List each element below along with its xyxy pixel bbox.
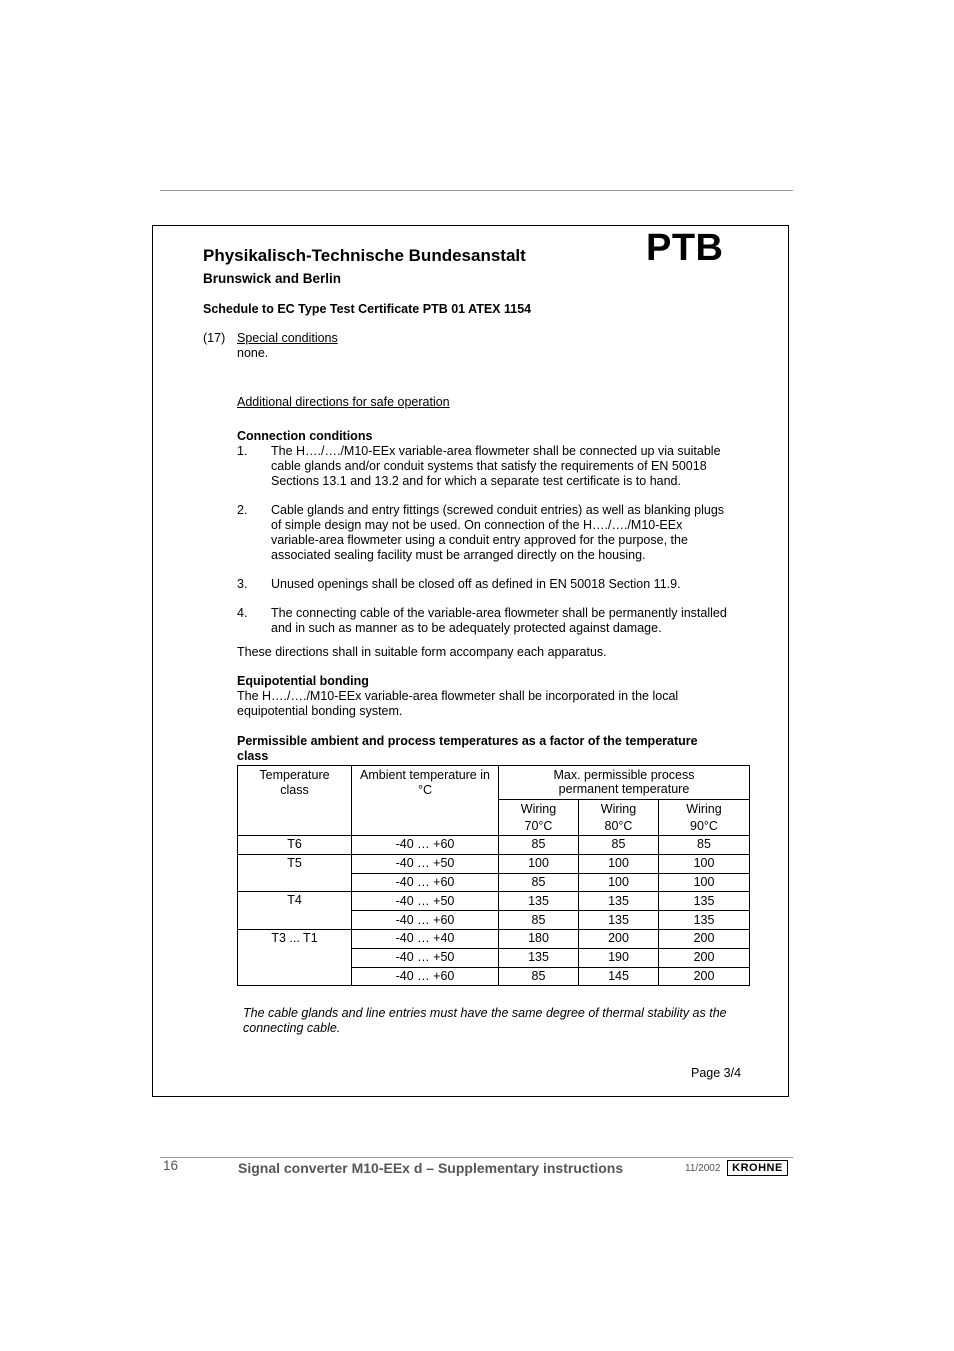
- wiring-80-cell: 100: [579, 873, 659, 892]
- footer-rule: [160, 1157, 793, 1158]
- wiring-80-cell: 145: [579, 967, 659, 986]
- item-line: associated sealing facility must be arranged directly on the housing.: [271, 548, 646, 562]
- header-line: permanent temperature: [558, 782, 690, 796]
- wiring-70-cell: 135: [499, 892, 579, 911]
- table-row: [238, 892, 750, 911]
- wiring-70-cell: 85: [499, 873, 579, 892]
- temperature-heading: [237, 734, 747, 764]
- wiring-70-cell: 85: [499, 836, 579, 855]
- footer-date: 11/2002: [685, 1163, 721, 1174]
- item-number: 2.: [237, 503, 248, 517]
- list-item: [271, 503, 746, 563]
- wiring-70-cell: 85: [499, 967, 579, 986]
- list-item: [271, 577, 746, 592]
- wiring-80-cell: 85: [579, 836, 659, 855]
- wiring-80-cell: 135: [579, 911, 659, 930]
- item-line: and in such as manner as to be adequately protected against damage.: [271, 621, 662, 635]
- wiring-80-cell: 135: [579, 892, 659, 911]
- wiring-90-cell: 100: [659, 854, 750, 873]
- header-wiring-80: [579, 800, 659, 836]
- header-wiring-70: [499, 800, 579, 836]
- header-line: °C: [417, 783, 433, 797]
- wiring-90-cell: 85: [659, 836, 750, 855]
- item-line: The H…./…./M10-EEx variable-area flowmeter shall be connected up via suitable: [271, 444, 721, 458]
- header-line: class: [280, 783, 309, 797]
- item-line: variable-area flowmeter using a conduit entry approved for the purpose, the: [271, 533, 688, 547]
- equip-line: equipotential bonding system.: [237, 704, 403, 718]
- wiring-90-cell: 200: [659, 948, 750, 967]
- item-line: Unused openings shall be closed off as defined in EN 50018 Section 11.9.: [271, 577, 681, 591]
- wiring-90-cell: 100: [659, 873, 750, 892]
- wiring-90-cell: 200: [659, 929, 750, 948]
- ambient-cell: -40 … +40: [352, 929, 499, 948]
- wiring-70-cell: 100: [499, 854, 579, 873]
- ptb-logo: PTB: [646, 227, 724, 269]
- equipotential-heading: Equipotential bonding: [237, 674, 369, 688]
- org-location: Brunswick and Berlin: [203, 271, 342, 286]
- connection-heading: Connection conditions: [237, 429, 373, 443]
- note-line: connecting cable.: [243, 1021, 341, 1035]
- ambient-cell: -40 … +60: [352, 911, 499, 930]
- wiring-80-cell: 100: [579, 854, 659, 873]
- special-conditions-body: none.: [237, 346, 269, 360]
- item-number: 4.: [237, 606, 248, 620]
- schedule-title: Schedule to EC Type Test Certificate PTB 01 ATEX 1154: [203, 302, 532, 316]
- item-number: 3.: [237, 577, 248, 591]
- header-wiring-90: [659, 800, 750, 836]
- note-line: The cable glands and line entries must have the same degree of thermal stability as the: [243, 1006, 727, 1020]
- list-item: [271, 444, 746, 489]
- footer-page-number: 16: [163, 1158, 179, 1173]
- class-cell: T3 ... T1: [238, 929, 352, 985]
- header-line: 90°C: [690, 819, 718, 833]
- thermal-note: [243, 1006, 748, 1036]
- list-item: [271, 606, 746, 636]
- header-ambient-temperature: [352, 766, 499, 836]
- table-row: [238, 929, 750, 948]
- header-line: 70°C: [524, 819, 553, 833]
- class-cell: T6: [238, 836, 352, 855]
- header-line: Temperature: [259, 768, 330, 782]
- ambient-cell: -40 … +50: [352, 948, 499, 967]
- wiring-70-cell: 85: [499, 911, 579, 930]
- ambient-cell: -40 … +50: [352, 892, 499, 911]
- krohne-logo: KROHNE: [727, 1160, 788, 1176]
- wiring-90-cell: 135: [659, 911, 750, 930]
- table-row: [238, 854, 750, 873]
- ambient-cell: -40 … +60: [352, 967, 499, 986]
- ambient-cell: -40 … +50: [352, 854, 499, 873]
- header-rule: [160, 190, 793, 191]
- item-line: cable glands and/or conduit systems that satisfy the requirements of EN 50018: [271, 459, 707, 473]
- header-line: 80°C: [604, 819, 633, 833]
- class-cell: T5: [238, 854, 352, 892]
- equipotential-text: [237, 689, 747, 719]
- header-line: Wiring: [600, 802, 637, 816]
- footer-title: Signal converter M10-EEx d – Supplementary instructions: [238, 1160, 624, 1176]
- item-line: Sections 13.1 and 13.2 and for which a separate test certificate is to hand.: [271, 474, 681, 488]
- class-cell: T4: [238, 892, 352, 930]
- wiring-80-cell: 200: [579, 929, 659, 948]
- header-line: Wiring: [686, 802, 722, 816]
- item-line: Cable glands and entry fittings (screwed conduit entries) as well as blanking plugs: [271, 503, 725, 517]
- ambient-cell: -40 … +60: [352, 873, 499, 892]
- header-line: Wiring: [520, 802, 557, 816]
- wiring-90-cell: 200: [659, 967, 750, 986]
- header-temperature-class: [238, 766, 352, 836]
- special-conditions-title: Special conditions: [237, 331, 338, 345]
- wiring-80-cell: 190: [579, 948, 659, 967]
- accompany-text: These directions shall in suitable form accompany each apparatus.: [237, 645, 607, 659]
- temp-heading-line: Permissible ambient and process temperatures as a factor of the temperature: [237, 734, 698, 748]
- temp-heading-line: class: [237, 749, 269, 763]
- section-number: (17): [203, 331, 226, 345]
- header-line: Ambient temperature in: [360, 768, 490, 782]
- org-name: Physikalisch-Technische Bundesanstalt: [203, 246, 526, 265]
- item-line: The connecting cable of the variable-area flowmeter shall be permanently installed: [271, 606, 727, 620]
- item-line: of simple design may not be used. On connection of the H…./…./M10-EEx: [271, 518, 683, 532]
- item-number: 1.: [237, 444, 248, 458]
- table-row: [238, 836, 750, 855]
- ambient-cell: -40 … +60: [352, 836, 499, 855]
- header-max-temperature: [499, 766, 750, 800]
- temperature-table: [237, 765, 750, 986]
- page-label: Page 3/4: [691, 1066, 742, 1080]
- header-line: Max. permissible process: [553, 768, 695, 782]
- equip-line: The H…./…./M10-EEx variable-area flowmeter shall be incorporated in the local: [237, 689, 679, 703]
- wiring-90-cell: 135: [659, 892, 750, 911]
- wiring-70-cell: 135: [499, 948, 579, 967]
- directions-title: Additional directions for safe operation: [237, 395, 450, 409]
- wiring-70-cell: 180: [499, 929, 579, 948]
